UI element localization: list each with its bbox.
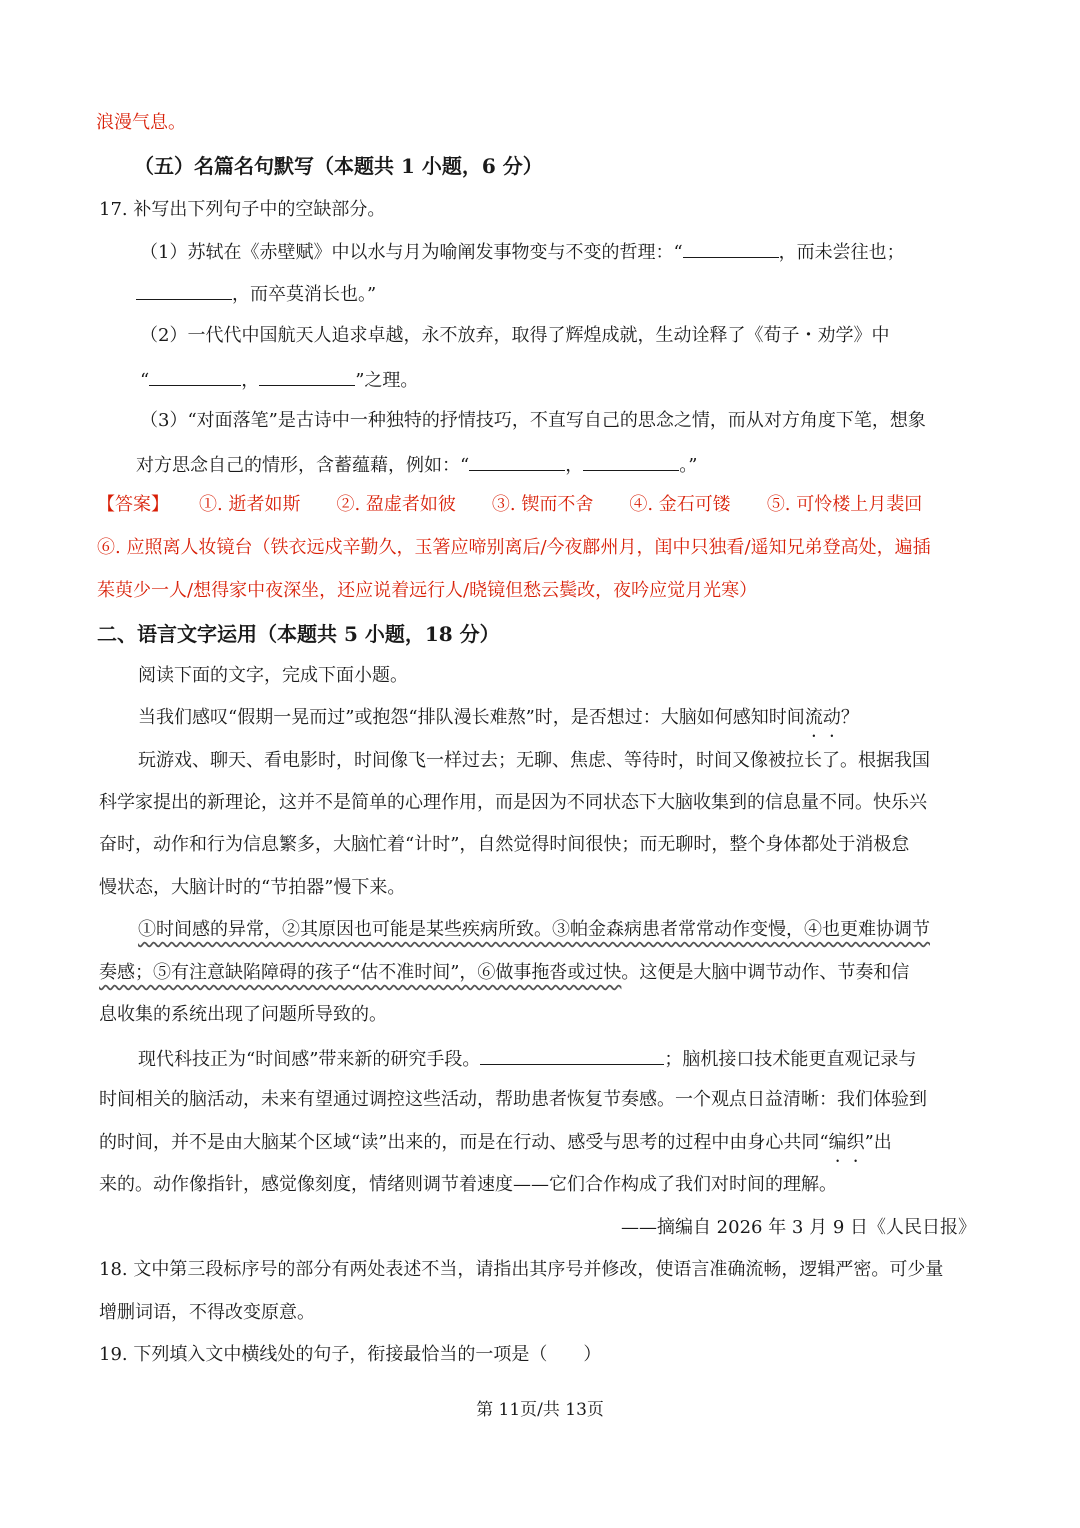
q17-p3-text-c: ， (565, 455, 584, 476)
q17-blank-3[interactable] (149, 367, 241, 386)
emphasis-char-dong: 动 (822, 707, 841, 728)
passage-fill-blank[interactable] (480, 1046, 664, 1065)
emphasis-char-bian: 编 (828, 1132, 847, 1153)
passage-p4-line4: 来的。动作像指针，感觉像刻度，情绪则调节着速度——它们合作构成了我们对时间的理解。 (99, 1174, 837, 1195)
passage-source: ——摘编自 2026 年 3 月 9 日《人民日报》 (620, 1217, 976, 1238)
page-footer: 第 11页/共 13页 (476, 1400, 604, 1420)
passage-p3-line3: 息收集的系统出现了问题所导致的。 (99, 1004, 387, 1025)
q17-p2-text-b: “ (140, 370, 150, 391)
answer-line1 (97, 493, 922, 517)
answer-line3: 茱萸少一人/想得家中夜深坐，还应说着远行人/晓镜但愁云鬓改，夜吟应觉月光寒） (97, 580, 758, 601)
passage-p1-text: 当我们感叹“假期一晃而过”或抱怨“排队漫长难熬”时，是否想过：大脑如何感知时间 (138, 707, 805, 728)
q18-line2: 增删词语，不得改变原意。 (99, 1302, 315, 1323)
q18-line1: 18. 文中第三段标序号的部分有两处表述不当，请指出其序号并修改，使语言准确流畅，逻辑严密。可少量 (99, 1259, 944, 1280)
q17-p3-line2 (136, 452, 697, 478)
q17-blank-4[interactable] (259, 367, 355, 386)
q17-blank-5[interactable] (469, 452, 565, 471)
q17-p1-line1 (140, 239, 905, 265)
answer-label: 【答案】 (97, 494, 169, 515)
q17-blank-6[interactable] (583, 452, 679, 471)
reading-intro: 阅读下面的文字，完成下面小题。 (138, 665, 408, 686)
passage-p4-text-b: ；脑机接口技术能更直观记录与 (664, 1049, 917, 1070)
q19-stem: 19. 下列填入文中横线处的句子，衔接最恰当的一项是（ ） (99, 1344, 602, 1365)
passage-p4-text-d: ”出 (864, 1132, 892, 1153)
answer-item-3: ③. 锲而不舍 (491, 494, 594, 515)
passage-p3-wavy-2: 奏感；⑤有注意缺陷障碍的孩子“估不准时间”，⑥做事拖沓或过快 (99, 962, 622, 983)
section2-title: 二、语言文字运用（本题共 5 小题，18 分） (97, 622, 500, 646)
passage-p2-line2: 科学家提出的新理论，这并不是简单的心理作用，而是因为不同状态下大脑收集到的信息量不同。快乐兴 (99, 792, 927, 813)
passage-p4-text-c: 的时间，并不是由大脑某个区域“读”出来的，而是在行动、感受与思考的过程中由身心共同“ (99, 1132, 829, 1153)
passage-p4-line1 (138, 1046, 916, 1072)
passage-p3-line1 (138, 918, 930, 942)
q17-p3-line1: （3）“对面落笔”是古诗中一种独特的抒情技巧，不直写自己的思念之情，而从对方角度下笔，想象 (140, 410, 926, 431)
q17-p3-text-b: 对方思念自己的情形，含蓄蕴藉，例如：“ (136, 455, 470, 476)
section5-title: （五）名篇名句默写（本题共 1 小题，6 分） (134, 154, 543, 178)
passage-p4-line2: 时间相关的脑活动，未来有望通过调控这些活动，帮助患者恢复节奏感。一个观点日益清晰：我们体验到 (99, 1089, 927, 1110)
q17-p1-line2 (136, 281, 376, 307)
passage-p4-line3 (99, 1131, 892, 1155)
answer-item-5: ⑤. 可怜楼上月裴回 (766, 494, 923, 515)
answer-item-4: ④. 金石可镂 (629, 494, 731, 515)
q17-p2-line2 (140, 367, 418, 393)
answer-line2: ⑥. 应照离人妆镜台（铁衣远戍辛勤久，玉箸应啼别离后/今夜鄜州月，闺中只独看/遥知兄弟登高处，遍插 (97, 537, 931, 558)
q17-p1-text-c: ，而卒莫消长也。” (232, 284, 377, 305)
q17-p1-text-b: ，而未尝往也； (778, 242, 905, 263)
passage-p3-line2 (99, 961, 909, 985)
q17-p3-text-d: 。” (679, 455, 698, 476)
passage-p3-line2-rest: 。这便是大脑中调节动作、节奏和信 (621, 962, 910, 983)
emphasis-char-zhi: 织 (846, 1132, 865, 1153)
passage-p2-line4: 慢状态，大脑计时的“节拍器”慢下来。 (99, 877, 406, 898)
passage-p2-line3: 奋时，动作和行为信息繁多，大脑忙着“计时”，自然觉得时间很快；而无聊时，整个身体都处于消极怠 (99, 834, 910, 855)
top-line: 浪漫气息。 (96, 112, 186, 133)
q17-p2-text-c: ， (241, 370, 260, 391)
answer-item-1: ①. 逝者如斯 (199, 494, 301, 515)
passage-p4-text-a: 现代科技正为“时间感”带来新的研究手段。 (138, 1049, 481, 1070)
q17-p2-line1: （2）一代代中国航天人追求卓越，永不放弃，取得了辉煌成就，生动诠释了《荀子・劝学》中 (140, 325, 890, 346)
answer-item-2: ②. 盈虚者如彼 (336, 494, 456, 515)
q17-blank-2[interactable] (136, 281, 232, 300)
passage-p1-end: ？ (840, 707, 859, 728)
passage-p1 (138, 706, 859, 730)
passage-p3-wavy-1: ①时间感的异常，②其原因也可能是某些疾病所致。③帕金森病患者常常动作变慢，④也更难协调节 (138, 919, 930, 940)
q17-stem: 17. 补写出下列句子中的空缺部分。 (99, 199, 386, 220)
q17-blank-1[interactable] (683, 239, 779, 258)
passage-p2-line1: 玩游戏、聊天、看电影时，时间像飞一样过去；无聊、焦虑、等待时，时间又像被拉长了。根据我国 (138, 750, 930, 771)
emphasis-char-liu: 流 (804, 707, 823, 728)
q17-p2-text-d: ”之理。 (355, 370, 419, 391)
q17-p1-text-a: （1）苏轼在《赤壁赋》中以水与月为喻阐发事物变与不变的哲理：“ (140, 242, 683, 263)
